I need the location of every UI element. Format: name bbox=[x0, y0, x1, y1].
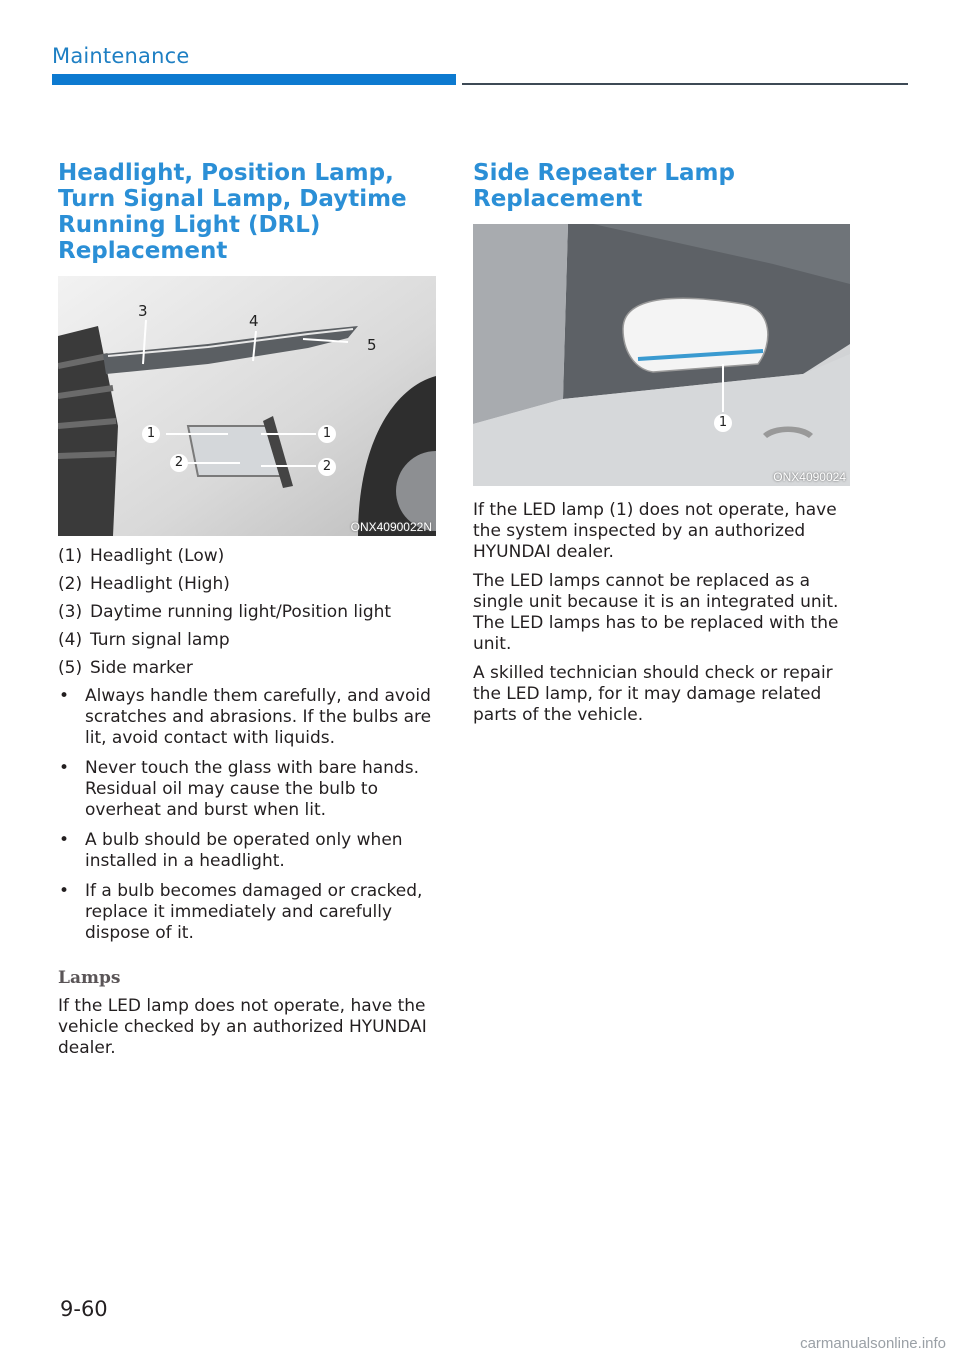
lamps-subhead: Lamps bbox=[58, 968, 121, 988]
bullet-dot-icon: • bbox=[59, 881, 70, 901]
bullet-item: • If a bulb becomes damaged or cracked, replace it immediately and carefully dispose of it. bbox=[59, 881, 423, 943]
right-column bbox=[473, 160, 853, 726]
callout-2-left: 2 bbox=[170, 454, 188, 472]
bullet-item: • Always handle them carefully, and avoid scratches and abrasions. If the bulbs are lit, avoid contact with liquids. bbox=[59, 686, 432, 748]
bullet-item: • A bulb should be operated only when installed in a headlight. bbox=[59, 830, 403, 871]
bullet-dot-icon: • bbox=[59, 758, 70, 778]
side-mirror-illustration bbox=[473, 224, 850, 486]
legend-item: (4) Turn signal lamp bbox=[58, 630, 230, 650]
bullet-dot-icon: • bbox=[59, 686, 70, 706]
left-column bbox=[58, 160, 438, 1059]
headlight-illustration bbox=[58, 276, 436, 536]
header-rule-accent bbox=[52, 74, 456, 85]
side-repeater-paragraph: A skilled technician should check or repair the LED lamp, for it may damage related parts of the vehicle. bbox=[473, 663, 833, 725]
legend-item: (5) Side marker bbox=[58, 658, 193, 678]
callout-legend bbox=[58, 546, 438, 679]
section-header: Maintenance bbox=[52, 44, 190, 68]
bullet-dot-icon: • bbox=[59, 830, 70, 850]
side-repeater-paragraph: The LED lamps cannot be replaced as a single unit because it is an integrated unit. The LED lamps has to be replaced with the unit. bbox=[473, 571, 839, 654]
side-repeater-paragraph: If the LED lamp (1) does not operate, have the system inspected by an authorized HYUNDAI dealer. bbox=[473, 500, 837, 562]
figure-code: ONX4090024 bbox=[773, 470, 846, 484]
headlight-section-title: Headlight, Position Lamp, Turn Signal Lamp, Daytime Running Light (DRL) Replacement bbox=[58, 160, 407, 264]
lamps-paragraph: If the LED lamp does not operate, have the vehicle checked by an authorized HYUNDAI dealer. bbox=[58, 996, 427, 1058]
side-repeater-section-title: Side Repeater Lamp Replacement bbox=[473, 160, 735, 212]
callout-1: 1 bbox=[714, 414, 732, 432]
callout-1-right: 1 bbox=[318, 425, 336, 443]
callout-4: 4 bbox=[249, 312, 259, 330]
callout-3: 3 bbox=[138, 302, 148, 320]
bullet-item: • Never touch the glass with bare hands. Residual oil may cause the bulb to overheat and burst when lit. bbox=[59, 758, 419, 820]
legend-item: (3) Daytime running light/Position light bbox=[58, 602, 392, 622]
callout-2-right: 2 bbox=[318, 458, 336, 476]
headlight-figure bbox=[58, 276, 436, 536]
callout-5: 5 bbox=[367, 336, 377, 354]
header-rule bbox=[462, 83, 908, 85]
side-repeater-figure bbox=[473, 224, 850, 486]
page-number: 9-60 bbox=[60, 1297, 108, 1321]
legend-item: (1) Headlight (Low) bbox=[58, 546, 225, 566]
figure-code: ONX4090022N bbox=[350, 520, 432, 534]
legend-item: (2) Headlight (High) bbox=[58, 574, 230, 594]
watermark-link[interactable]: carmanualsonline.info bbox=[800, 1335, 946, 1352]
callout-1-left: 1 bbox=[142, 425, 160, 443]
caution-bullets bbox=[58, 686, 438, 944]
